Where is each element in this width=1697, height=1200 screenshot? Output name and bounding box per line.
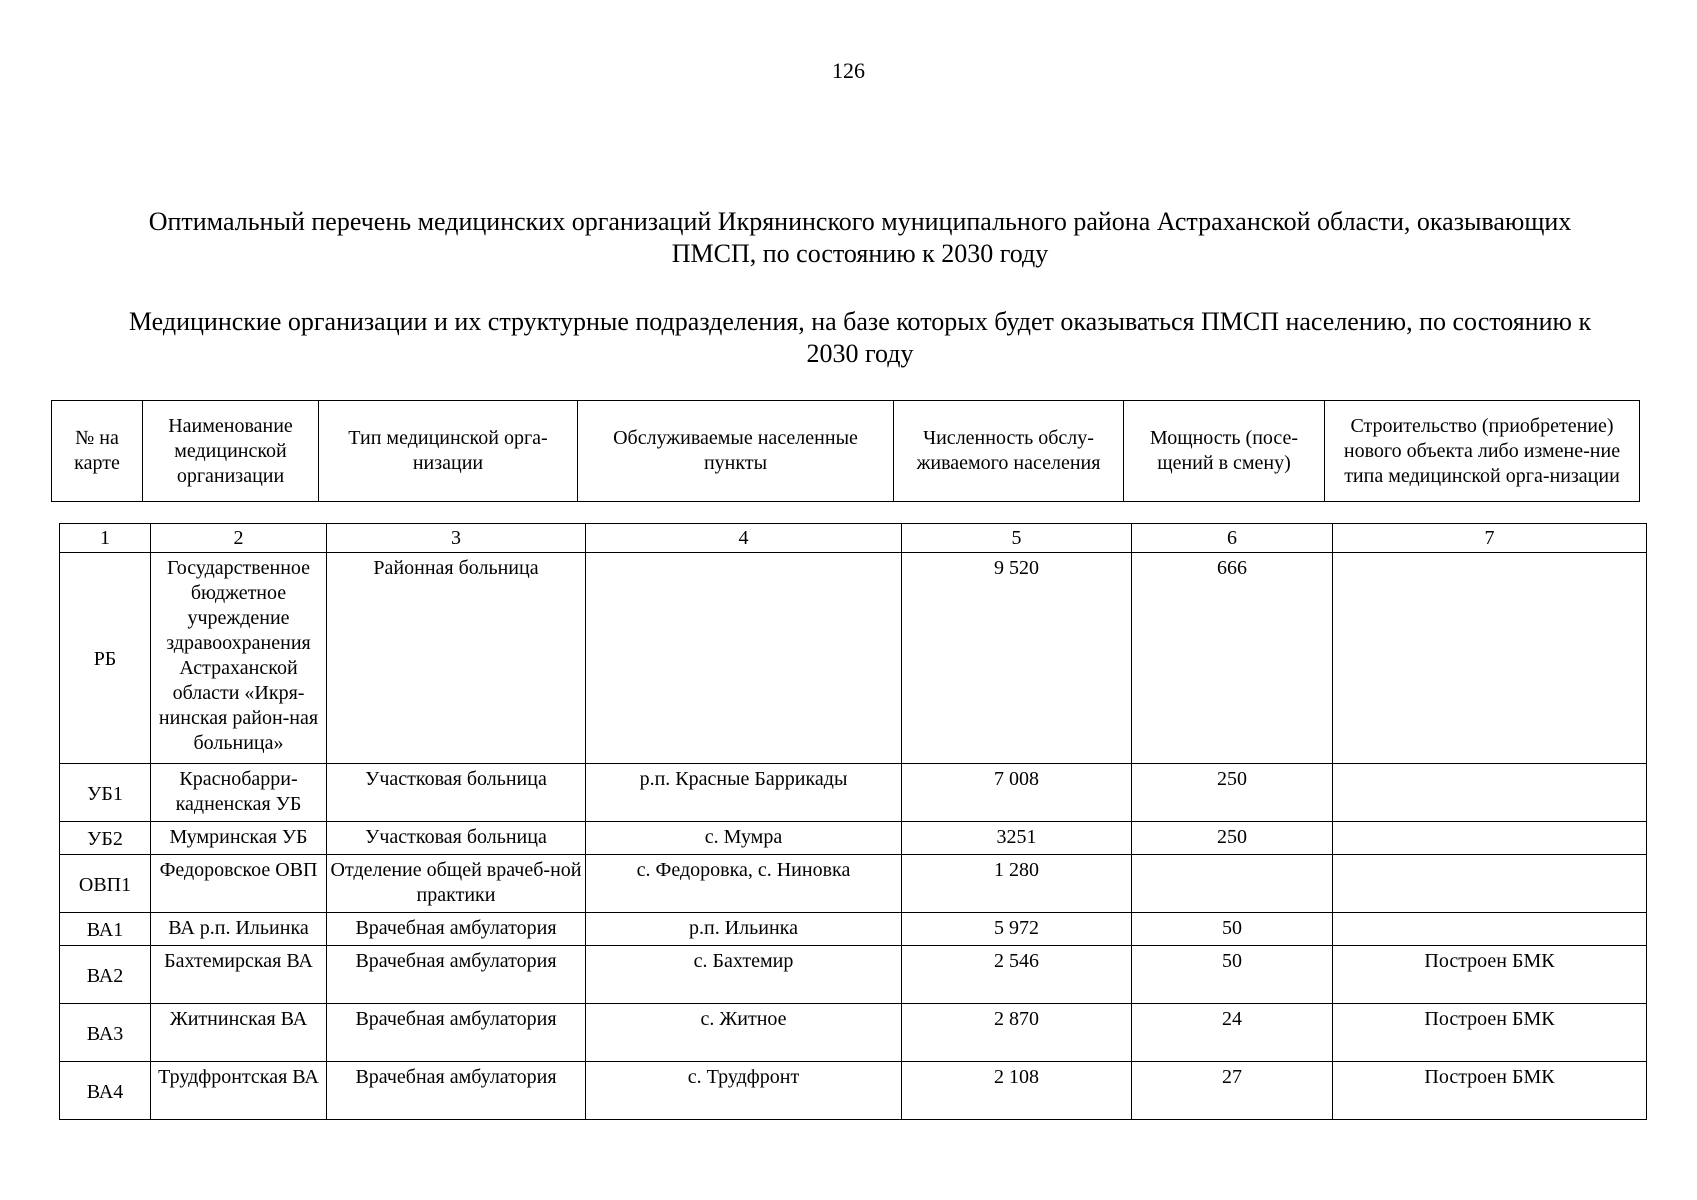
capacity-cell — [1132, 855, 1333, 913]
table-row — [60, 1004, 1647, 1062]
table-row — [60, 764, 1647, 822]
settlements-cell: с. Бахтемир — [586, 946, 902, 1004]
column-number: 7 — [1333, 524, 1647, 553]
organization-name-cell: Трудфронтская ВА — [151, 1062, 327, 1120]
map-code-cell: ОВП1 — [60, 855, 151, 913]
map-code-cell: УБ2 — [60, 822, 151, 855]
organization-name-cell: Краснобарри-кадненская УБ — [151, 764, 327, 822]
population-cell: 9 520 — [902, 553, 1132, 764]
header-population: Численность обслу-живаемого населения — [894, 401, 1124, 502]
organization-name-cell: Государственное бюджетное учреждение здравоохранения Астраханской области «Икря-нинская район-ная больница» — [151, 553, 327, 764]
column-number: 2 — [151, 524, 327, 553]
organization-name-cell: ВА р.п. Ильинка — [151, 913, 327, 946]
organization-name-cell: Федоровское ОВП — [151, 855, 327, 913]
construction-cell: Построен БМК — [1333, 1004, 1647, 1062]
settlements-cell: р.п. Красные Баррикады — [586, 764, 902, 822]
construction-cell — [1333, 822, 1647, 855]
population-cell: 1 280 — [902, 855, 1132, 913]
table-row — [60, 1062, 1647, 1120]
table-title: Медицинские организации и их структурные подразделения, на базе которых будет оказываться ПМСП населению, по состоянию к 2030 году — [128, 307, 1592, 368]
table-row — [60, 855, 1647, 913]
organization-type-cell: Участковая больница — [327, 822, 586, 855]
table-row — [60, 553, 1647, 764]
settlements-cell: с. Федоровка, с. Ниновка — [586, 855, 902, 913]
settlements-cell: с. Трудфронт — [586, 1062, 902, 1120]
map-code-cell: ВА2 — [60, 946, 151, 1004]
column-number: 3 — [327, 524, 586, 553]
population-cell: 3251 — [902, 822, 1132, 855]
map-code-cell: РБ — [60, 553, 151, 764]
capacity-cell: 250 — [1132, 764, 1333, 822]
column-numbers-row — [60, 524, 1647, 553]
column-number: 4 — [586, 524, 902, 553]
organization-name-cell: Мумринская УБ — [151, 822, 327, 855]
header-organization-name: Наименование медицинской организации — [143, 401, 319, 502]
construction-cell — [1333, 913, 1647, 946]
construction-cell: Построен БМК — [1333, 1062, 1647, 1120]
column-number: 1 — [60, 524, 151, 553]
header-organization-type: Тип медицинской орга-низации — [319, 401, 578, 502]
population-cell: 7 008 — [902, 764, 1132, 822]
settlements-cell: с. Мумра — [586, 822, 902, 855]
column-number: 5 — [902, 524, 1132, 553]
capacity-cell: 666 — [1132, 553, 1333, 764]
organization-type-cell: Врачебная амбулатория — [327, 946, 586, 1004]
organization-name-cell: Житнинская ВА — [151, 1004, 327, 1062]
construction-cell — [1333, 553, 1647, 764]
header-settlements: Обслуживаемые населенные пункты — [578, 401, 894, 502]
settlements-cell: с. Житное — [586, 1004, 902, 1062]
construction-cell: Построен БМК — [1333, 946, 1647, 1004]
map-code-cell: УБ1 — [60, 764, 151, 822]
settlements-cell — [586, 553, 902, 764]
organization-type-cell: Врачебная амбулатория — [327, 1062, 586, 1120]
table-row — [60, 822, 1647, 855]
organization-type-cell: Отделение общей врачеб-ной практики — [327, 855, 586, 913]
organization-type-cell: Районная больница — [327, 553, 586, 764]
organization-name-cell: Бахтемирская ВА — [151, 946, 327, 1004]
capacity-cell: 27 — [1132, 1062, 1333, 1120]
population-cell: 2 108 — [902, 1062, 1132, 1120]
document-title: Оптимальный перечень медицинских организаций Икрянинского муниципального района Астраханской области, оказывающих ПМСП, по состоянию к 2030 году — [148, 207, 1572, 268]
organization-type-cell: Участковая больница — [327, 764, 586, 822]
capacity-cell: 24 — [1132, 1004, 1333, 1062]
population-cell: 2 546 — [902, 946, 1132, 1004]
header-map-number: № на карте — [52, 401, 143, 502]
settlements-cell: р.п. Ильинка — [586, 913, 902, 946]
construction-cell — [1333, 855, 1647, 913]
capacity-cell: 50 — [1132, 946, 1333, 1004]
population-cell: 2 870 — [902, 1004, 1132, 1062]
data-table — [59, 523, 1647, 1120]
construction-cell — [1333, 764, 1647, 822]
column-number: 6 — [1132, 524, 1333, 553]
capacity-cell: 50 — [1132, 913, 1333, 946]
table-row — [60, 913, 1647, 946]
capacity-cell: 250 — [1132, 822, 1333, 855]
header-construction: Строительство (приобретение) нового объекта либо измене-ние типа медицинской орга-низации — [1325, 401, 1640, 502]
page-number: 126 — [832, 58, 865, 83]
organization-type-cell: Врачебная амбулатория — [327, 1004, 586, 1062]
table-header — [51, 400, 1640, 502]
organization-type-cell: Врачебная амбулатория — [327, 913, 586, 946]
table-row — [60, 946, 1647, 1004]
map-code-cell: ВА3 — [60, 1004, 151, 1062]
map-code-cell: ВА1 — [60, 913, 151, 946]
map-code-cell: ВА4 — [60, 1062, 151, 1120]
header-capacity: Мощность (посе-щений в смену) — [1124, 401, 1325, 502]
population-cell: 5 972 — [902, 913, 1132, 946]
